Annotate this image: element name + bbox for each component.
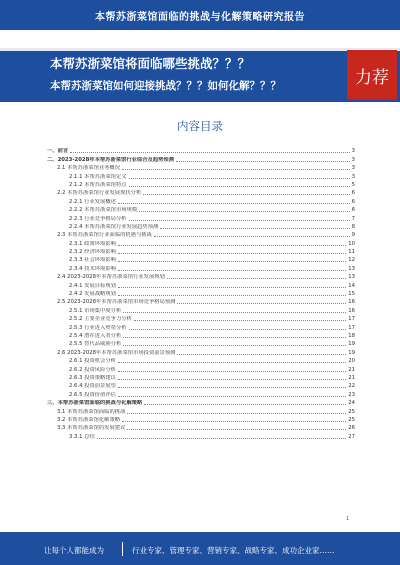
toc-title: 内容目录 <box>177 119 223 133</box>
toc-entry[interactable]: 2.1.1 本帮苏浙菜馆定义 3 <box>69 173 355 180</box>
toc-entry[interactable]: 2.5.5 替代品威胁分析 19 <box>69 341 355 348</box>
hero-title: 本帮苏浙菜馆将面临哪些挑战？？？ <box>50 56 251 71</box>
hero-banner <box>0 48 400 102</box>
toc-entry[interactable]: 2.6.4 投资前景展望 22 <box>69 383 355 390</box>
toc-entry[interactable]: 2.3.1 政策环境影响 10 <box>69 240 355 247</box>
footer-slogan-right: 行业专家、管理专家、营销专家、战略专家、成功企业家…… <box>132 546 335 555</box>
toc-entry[interactable]: 2.6.3 投资策略建议 21 <box>69 374 355 381</box>
toc-entry[interactable]: 2.2.3 行业竞争格局分析 7 <box>69 215 355 222</box>
toc-entry[interactable]: 2.6.5 投资价值评估 23 <box>69 391 355 398</box>
hero-stripe <box>0 48 400 51</box>
toc-entry[interactable]: 2.1.2 本帮苏浙菜馆特点 5 <box>69 181 355 188</box>
toc-entry[interactable]: 2.5.4 潜在进入者分析 18 <box>69 332 355 339</box>
toc-entry[interactable]: 二、2023-2028年本帮苏浙菜馆行业综合及趋势预测 3 <box>47 156 355 163</box>
toc-entry[interactable]: 2.3.3 社会环境影响 12 <box>69 257 355 264</box>
toc-entry[interactable]: 2.3 本帮苏浙菜馆行业面临的机遇与挑战 9 <box>57 232 355 239</box>
toc-entry[interactable]: 2.3.2 经济环境影响 11 <box>69 249 355 256</box>
toc-entry[interactable]: 2.6 2023-2028年本帮苏浙菜馆市场投资前景预测 19 <box>57 349 355 356</box>
toc-entry[interactable]: 3.3 本帮苏浙菜馆的发展建议 26 <box>57 425 355 432</box>
toc-entry[interactable]: 2.4.1 发展目标规划 14 <box>69 282 355 289</box>
toc-entry[interactable]: 2.1 本帮苏浙菜馆业务概况 3 <box>57 165 355 172</box>
toc-entry[interactable]: 一、前言 3 <box>47 148 355 155</box>
report-title: 本帮苏浙菜馆面临的挑战与化解策略研究报告 <box>95 11 305 23</box>
toc-entry[interactable]: 2.2.2 本帮苏浙菜馆市场规模 6 <box>69 207 355 214</box>
footer-divider <box>122 542 123 556</box>
page-number: 1 <box>346 516 350 522</box>
recommend-logo <box>347 50 397 100</box>
toc-entry[interactable]: 3.1 本帮苏浙菜馆面临的挑战 25 <box>57 408 355 415</box>
footer-slogan-left: 让每个人都能成为 <box>44 546 104 555</box>
toc-entry[interactable]: 3.2 本帮苏浙菜馆化解策略 25 <box>57 416 355 423</box>
toc-entry[interactable]: 2.4 2023-2028年本帮苏浙菜馆行业发展规划 13 <box>57 274 355 281</box>
toc-entry[interactable]: 2.2 本帮苏浙菜馆行业发展现状分析 6 <box>57 190 355 197</box>
toc-entry[interactable]: 2.3.4 技术环境影响 13 <box>69 265 355 272</box>
table-of-contents <box>45 146 355 440</box>
toc-entry[interactable]: 2.2.4 本帮苏浙菜馆行业发展趋势预测 8 <box>69 223 355 230</box>
toc-entry[interactable]: 2.5.3 行业进入壁垒分析 17 <box>69 324 355 331</box>
logo-text: 力荐 <box>355 67 389 88</box>
toc-entry[interactable]: 2.6.2 投资风险分析 21 <box>69 366 355 373</box>
footer-bar <box>0 532 400 565</box>
hero-subtitle: 本帮苏浙菜馆如何迎接挑战？？？如何化解？？？ <box>50 80 281 92</box>
toc-entry[interactable]: 3.3.1 总结 27 <box>69 433 355 440</box>
toc-entry[interactable]: 2.2.1 行业发展概述 6 <box>69 198 355 205</box>
toc-entry[interactable]: 2.4.2 发展战略规划 15 <box>69 291 355 298</box>
toc-entry[interactable]: 三、本帮苏浙菜馆面临的挑战与化解策略 24 <box>47 400 355 407</box>
report-header-bar <box>0 0 400 30</box>
toc-entry[interactable]: 2.5 2023-2028年本帮苏浙菜馆市场竞争格局预测 16 <box>57 299 355 306</box>
toc-entry[interactable]: 2.6.1 投资机会分析 20 <box>69 358 355 365</box>
toc-entry[interactable]: 2.5.2 主要企业竞争力分析 17 <box>69 316 355 323</box>
toc-entry[interactable]: 2.5.1 市场集中度分析 16 <box>69 307 355 314</box>
